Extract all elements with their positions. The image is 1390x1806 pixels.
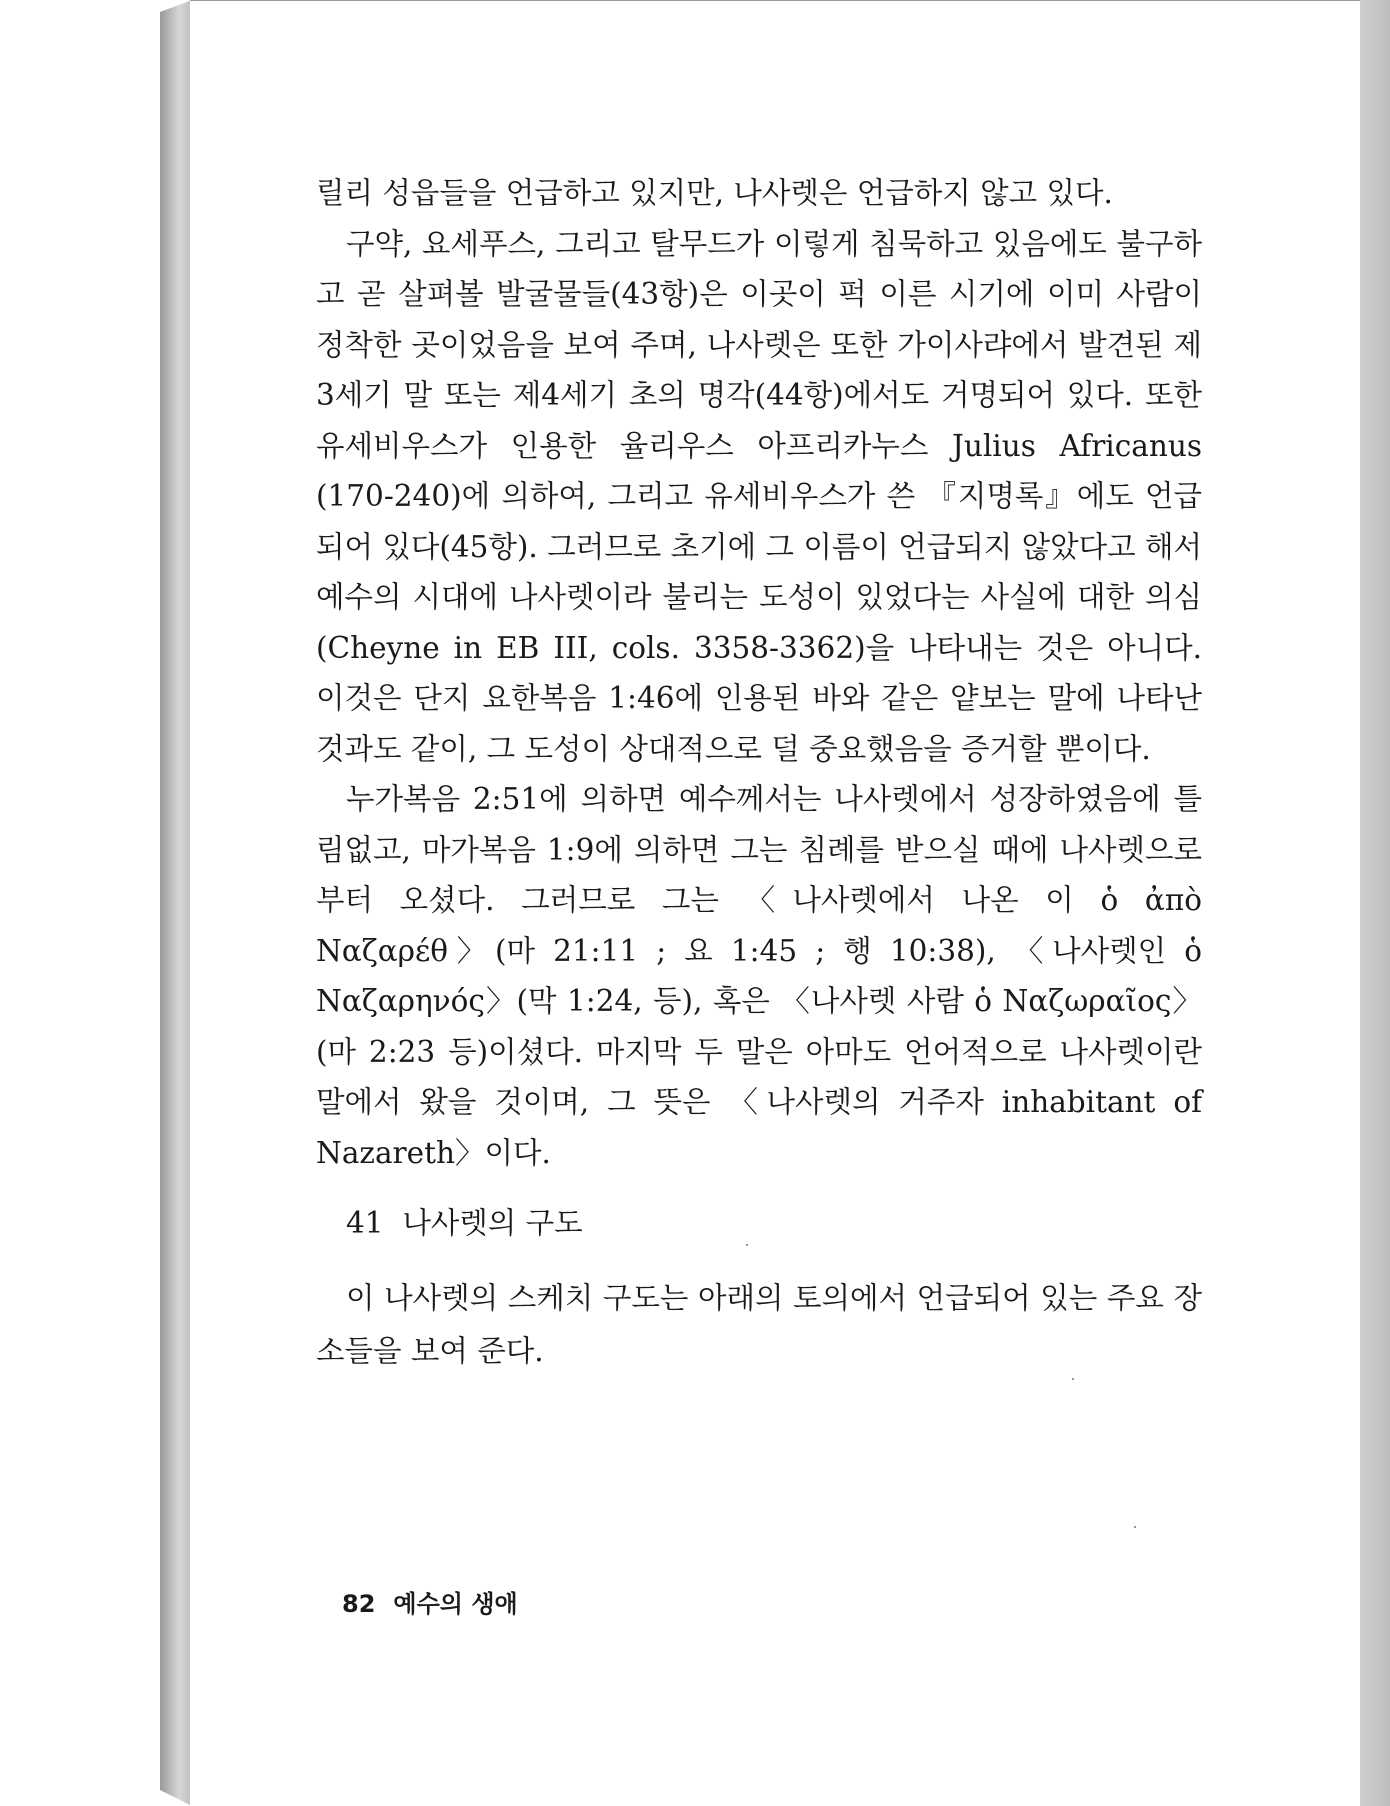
scan-speck (1072, 1378, 1074, 1380)
page-footer (342, 1584, 536, 1619)
section-heading (346, 1198, 583, 1248)
paragraph-continued: 릴리 성읍들을 언급하고 있지만, 나사렛은 언급하지 않고 있다. (316, 176, 1113, 210)
scan-speck (746, 1244, 748, 1246)
section-title: 나사렛의 구도 (402, 1206, 583, 1240)
section-body (316, 1272, 1202, 1378)
page-number: 82 (342, 1590, 376, 1618)
section-number: 41 (346, 1206, 384, 1240)
section-paragraph: 이 나사렛의 스케치 구도는 아래의 토의에서 언급되어 있는 주요 장소들을 보여 준다. (316, 1281, 1202, 1368)
scan-speck (1134, 1526, 1136, 1528)
running-title: 예수의 생애 (393, 1590, 518, 1618)
paragraph-silence-of-sources: 구약, 요세푸스, 그리고 탈무드가 이렇게 침묵하고 있음에도 불구하고 곧 살펴볼 발굴물들(43항)은 이곳이 퍽 이른 시기에 이미 사람이 정착한 곳이었음을 보여 주며, 나사렛은 또한 가이사랴에서 발견된 제3세기 말 또는 제4세기 초의 명각(44항)에서도 거명되어 있다. 또한 유세비우스가 인용한 율리우스 아프리카누스 Julius Africanus (170-240)에 의하여, 그리고 유세비우스가 쓴 『지명록』에도 언급되어 있다(45항). 그러므로 초기에 그 이름이 언급되지 않았다고 해서 예수의 시대에 나사렛이라 불리는 도성이 있었다는 사실에 대한 의심(Cheyne in EB III, cols. 3358-3362)을 나타내는 것은 아니다. 이것은 단지 요한복음 1:46에 인용된 바와 같은 얕보는 말에 나타난 것과도 같이, 그 도성이 상대적으로 덜 중요했음을 증거할 뿐이다. (316, 226, 1202, 766)
paragraph-jesus-nazareth: 누가복음 2:51에 의하면 예수께서는 나사렛에서 성장하였음에 틀림없고, 마가복음 1:9에 의하면 그는 침례를 받으실 때에 나사렛으로부터 오셨다. 그러므로 그는 〈나사렛에서 나온 이 ὁ ἀπὸ Ναζαρέθ〉(마 21:11 ; 요 1:45 ; 행 10:38), 〈나사렛인 ὁ Ναζαρηνός〉(막 1:24, 등), 혹은 〈나사렛 사람 ὁ Ναζωραῖος〉(마 2:23 등)이셨다. 마지막 두 말은 아마도 언어적으로 나사렛이란 말에서 왔을 것이며, 그 뜻은 〈나사렛의 거주자 inhabitant of Nazareth〉이다. (316, 782, 1202, 1170)
body-text (316, 168, 1202, 1178)
book-edge (160, 0, 192, 1806)
page-shadow (1360, 0, 1390, 1806)
